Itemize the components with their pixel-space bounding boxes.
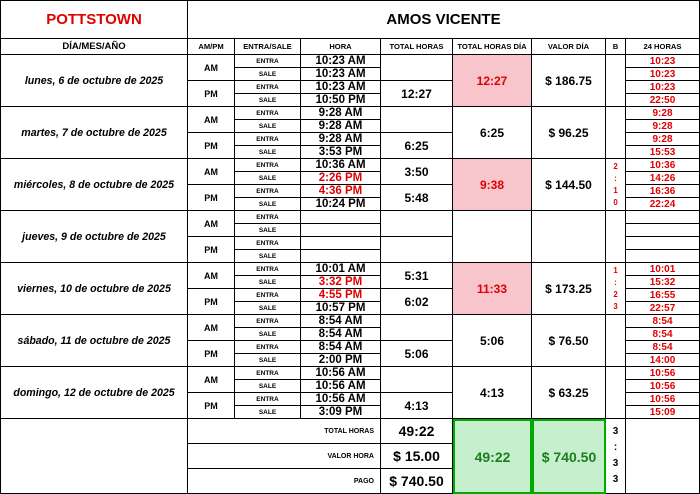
col-header-b: B bbox=[606, 39, 626, 55]
col-header-total-horas-dia: TOTAL HORAS DÍA bbox=[453, 39, 532, 55]
time-value: 10:36 AM bbox=[301, 159, 381, 172]
am-total-hours bbox=[381, 315, 453, 341]
b-char: : bbox=[613, 442, 618, 453]
pm-total-hours: 6:25 bbox=[381, 133, 453, 159]
sale-label: SALE bbox=[235, 302, 301, 315]
entra-label: ENTRA bbox=[235, 81, 301, 94]
sale-label: SALE bbox=[235, 224, 301, 237]
day-total-hours: 4:13 bbox=[453, 367, 532, 419]
sale-label: SALE bbox=[235, 146, 301, 159]
entra-label: ENTRA bbox=[235, 133, 301, 146]
time-24h: 8:54 bbox=[626, 341, 700, 354]
b-char: 2 bbox=[613, 289, 618, 299]
day-date: sábado, 11 de octubre de 2025 bbox=[0, 315, 188, 367]
day-value: $ 96.25 bbox=[532, 107, 606, 159]
time-24h bbox=[626, 224, 700, 237]
time-24h: 8:54 bbox=[626, 328, 700, 341]
summary-b-value bbox=[606, 419, 626, 494]
day-value: $ 186.75 bbox=[532, 55, 606, 107]
time-24h: 10:23 bbox=[626, 55, 700, 68]
entra-label: ENTRA bbox=[235, 185, 301, 198]
day-date: viernes, 10 de octubre de 2025 bbox=[0, 263, 188, 315]
entra-label: ENTRA bbox=[235, 237, 301, 250]
time-value: 9:28 AM bbox=[301, 133, 381, 146]
time-value: 10:23 AM bbox=[301, 55, 381, 68]
am-total-hours: 3:50 bbox=[381, 159, 453, 185]
time-value: 10:23 AM bbox=[301, 81, 381, 94]
pm-total-hours: 12:27 bbox=[381, 81, 453, 107]
col-header-total-horas: TOTAL HORAS bbox=[381, 39, 453, 55]
entra-label: ENTRA bbox=[235, 315, 301, 328]
summary-total-hours: 49:22 bbox=[453, 419, 532, 494]
b-value bbox=[606, 263, 626, 315]
time-24h: 22:57 bbox=[626, 302, 700, 315]
time-24h bbox=[626, 211, 700, 224]
time-value: 3:09 PM bbox=[301, 406, 381, 419]
time-value: 8:54 AM bbox=[301, 341, 381, 354]
sale-label: SALE bbox=[235, 380, 301, 393]
am-total-hours bbox=[381, 211, 453, 237]
time-24h: 10:56 bbox=[626, 393, 700, 406]
day-date: martes, 7 de octubre de 2025 bbox=[0, 107, 188, 159]
sale-label: SALE bbox=[235, 172, 301, 185]
am-label: AM bbox=[188, 159, 235, 185]
time-24h: 14:00 bbox=[626, 354, 700, 367]
am-label: AM bbox=[188, 367, 235, 393]
am-label: AM bbox=[188, 55, 235, 81]
col-header-ampm: AM/PM bbox=[188, 39, 235, 55]
time-value: 2:26 PM bbox=[301, 172, 381, 185]
time-value: 10:24 PM bbox=[301, 198, 381, 211]
time-value bbox=[301, 211, 381, 224]
pm-label: PM bbox=[188, 393, 235, 419]
day-date: miércoles, 8 de octubre de 2025 bbox=[0, 159, 188, 211]
am-label: AM bbox=[188, 107, 235, 133]
col-header-24-horas: 24 HORAS bbox=[626, 39, 700, 55]
col-header-date: DÍA/MES/AÑO bbox=[0, 39, 188, 55]
b-char: : bbox=[614, 277, 617, 287]
time-value: 10:56 AM bbox=[301, 367, 381, 380]
time-24h bbox=[626, 250, 700, 263]
day-value bbox=[532, 211, 606, 263]
day-date: jueves, 9 de octubre de 2025 bbox=[0, 211, 188, 263]
entra-label: ENTRA bbox=[235, 263, 301, 276]
time-24h: 16:55 bbox=[626, 289, 700, 302]
am-total-hours bbox=[381, 107, 453, 133]
b-char: 0 bbox=[613, 197, 618, 207]
sale-label: SALE bbox=[235, 94, 301, 107]
time-24h: 9:28 bbox=[626, 120, 700, 133]
time-value: 10:56 AM bbox=[301, 380, 381, 393]
day-value: $ 76.50 bbox=[532, 315, 606, 367]
day-date: lunes, 6 de octubre de 2025 bbox=[0, 55, 188, 107]
day-total-hours: 9:38 bbox=[453, 159, 532, 211]
pago-label: PAGO bbox=[188, 469, 381, 494]
entra-label: ENTRA bbox=[235, 159, 301, 172]
b-value bbox=[606, 315, 626, 367]
time-value: 10:50 PM bbox=[301, 94, 381, 107]
pm-total-hours bbox=[381, 237, 453, 263]
b-char: : bbox=[614, 173, 617, 183]
time-24h: 10:23 bbox=[626, 68, 700, 81]
pm-total-hours: 6:02 bbox=[381, 289, 453, 315]
time-24h: 16:36 bbox=[626, 185, 700, 198]
valor-hora-label: VALOR HORA bbox=[188, 444, 381, 469]
time-value bbox=[301, 237, 381, 250]
pago-value: $ 740.50 bbox=[381, 469, 453, 494]
sale-label: SALE bbox=[235, 68, 301, 81]
time-value: 9:28 AM bbox=[301, 107, 381, 120]
time-24h: 9:28 bbox=[626, 133, 700, 146]
sale-label: SALE bbox=[235, 354, 301, 367]
time-24h bbox=[626, 237, 700, 250]
col-header-hora: HORA bbox=[301, 39, 381, 55]
summary-total-value: $ 740.50 bbox=[532, 419, 606, 494]
day-total-hours: 5:06 bbox=[453, 315, 532, 367]
time-24h: 10:01 bbox=[626, 263, 700, 276]
pm-total-hours: 5:48 bbox=[381, 185, 453, 211]
entra-label: ENTRA bbox=[235, 107, 301, 120]
am-total-hours bbox=[381, 367, 453, 393]
time-24h: 15:09 bbox=[626, 406, 700, 419]
col-header-valor-dia: VALOR DÍA bbox=[532, 39, 606, 55]
valor-hora-value: $ 15.00 bbox=[381, 444, 453, 469]
day-total-hours: 11:33 bbox=[453, 263, 532, 315]
b-char: 1 bbox=[613, 265, 618, 275]
time-value: 2:00 PM bbox=[301, 354, 381, 367]
time-value: 10:57 PM bbox=[301, 302, 381, 315]
b-char: 3 bbox=[612, 474, 619, 485]
time-24h: 10:56 bbox=[626, 380, 700, 393]
time-value: 10:23 AM bbox=[301, 68, 381, 81]
time-24h: 15:32 bbox=[626, 276, 700, 289]
time-value: 3:53 PM bbox=[301, 146, 381, 159]
pm-label: PM bbox=[188, 237, 235, 263]
day-total-hours bbox=[453, 211, 532, 263]
location-title: POTTSTOWN bbox=[0, 0, 188, 39]
sale-label: SALE bbox=[235, 120, 301, 133]
time-24h: 8:54 bbox=[626, 315, 700, 328]
time-value: 10:01 AM bbox=[301, 263, 381, 276]
b-value bbox=[606, 55, 626, 107]
time-value: 8:54 AM bbox=[301, 328, 381, 341]
b-value bbox=[606, 159, 626, 211]
b-char: 3 bbox=[613, 301, 618, 311]
time-24h: 10:36 bbox=[626, 159, 700, 172]
pm-label: PM bbox=[188, 289, 235, 315]
time-value: 4:55 PM bbox=[301, 289, 381, 302]
day-value: $ 144.50 bbox=[532, 159, 606, 211]
pm-label: PM bbox=[188, 133, 235, 159]
time-value: 9:28 AM bbox=[301, 120, 381, 133]
am-total-hours bbox=[381, 55, 453, 81]
time-24h: 14:26 bbox=[626, 172, 700, 185]
time-value: 4:36 PM bbox=[301, 185, 381, 198]
time-24h: 22:24 bbox=[626, 198, 700, 211]
b-value bbox=[606, 367, 626, 419]
b-char: 1 bbox=[613, 185, 618, 195]
b-char: 2 bbox=[613, 161, 618, 171]
sale-label: SALE bbox=[235, 250, 301, 263]
totals-24h-spacer bbox=[626, 419, 700, 494]
pm-total-hours: 5:06 bbox=[381, 341, 453, 367]
totals-spacer bbox=[0, 419, 188, 494]
entra-label: ENTRA bbox=[235, 367, 301, 380]
b-char: 3 bbox=[612, 458, 619, 469]
sale-label: SALE bbox=[235, 198, 301, 211]
sale-label: SALE bbox=[235, 276, 301, 289]
b-value bbox=[606, 211, 626, 263]
day-date: domingo, 12 de octubre de 2025 bbox=[0, 367, 188, 419]
time-value: 3:32 PM bbox=[301, 276, 381, 289]
pm-label: PM bbox=[188, 185, 235, 211]
pm-label: PM bbox=[188, 81, 235, 107]
day-value: $ 63.25 bbox=[532, 367, 606, 419]
time-value bbox=[301, 224, 381, 237]
day-total-hours: 6:25 bbox=[453, 107, 532, 159]
time-24h: 9:28 bbox=[626, 107, 700, 120]
day-total-hours: 12:27 bbox=[453, 55, 532, 107]
time-24h: 10:56 bbox=[626, 367, 700, 380]
total-horas-value: 49:22 bbox=[381, 419, 453, 444]
entra-label: ENTRA bbox=[235, 393, 301, 406]
sale-label: SALE bbox=[235, 406, 301, 419]
time-24h: 10:23 bbox=[626, 81, 700, 94]
time-24h: 22:50 bbox=[626, 94, 700, 107]
total-horas-label: TOTAL HORAS bbox=[188, 419, 381, 444]
pm-total-hours: 4:13 bbox=[381, 393, 453, 419]
am-label: AM bbox=[188, 315, 235, 341]
entra-label: ENTRA bbox=[235, 341, 301, 354]
pm-label: PM bbox=[188, 341, 235, 367]
entra-label: ENTRA bbox=[235, 289, 301, 302]
entra-label: ENTRA bbox=[235, 55, 301, 68]
day-value: $ 173.25 bbox=[532, 263, 606, 315]
time-value: 8:54 AM bbox=[301, 315, 381, 328]
time-value: 10:56 AM bbox=[301, 393, 381, 406]
time-value bbox=[301, 250, 381, 263]
sale-label: SALE bbox=[235, 328, 301, 341]
am-label: AM bbox=[188, 211, 235, 237]
time-24h: 15:53 bbox=[626, 146, 700, 159]
col-header-entra-sale: ENTRA/SALE bbox=[235, 39, 301, 55]
am-total-hours: 5:31 bbox=[381, 263, 453, 289]
b-value bbox=[606, 107, 626, 159]
employee-name: AMOS VICENTE bbox=[188, 0, 700, 39]
b-char: 3 bbox=[612, 426, 619, 437]
am-label: AM bbox=[188, 263, 235, 289]
entra-label: ENTRA bbox=[235, 211, 301, 224]
